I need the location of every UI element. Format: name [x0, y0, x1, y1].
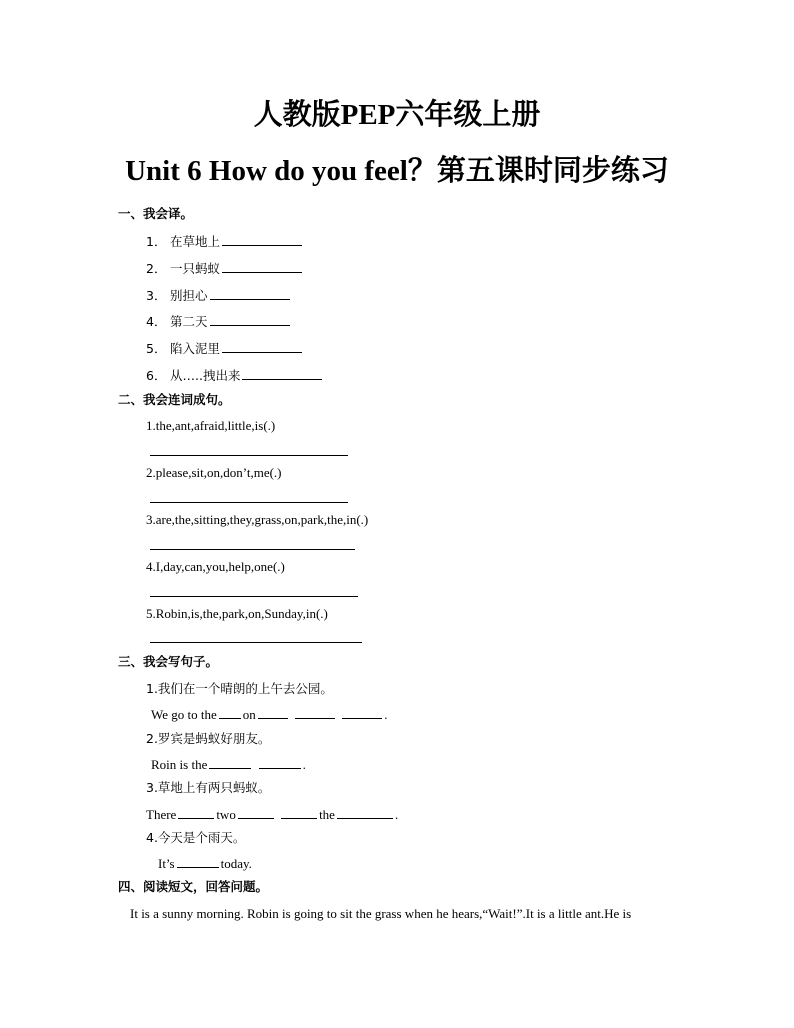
answer-blank[interactable]: [177, 855, 219, 868]
item-number: 1．: [146, 234, 167, 249]
answer-line-3[interactable]: [150, 549, 355, 550]
reading-passage: It is a sunny morning. Robin is going to sit the grass when he hears,“Wait!”.It is a little ant.He is: [130, 906, 632, 921]
section1-item-5: [146, 340, 304, 357]
item-text: 别担心: [170, 288, 208, 303]
item-text: 陷入泥里: [170, 341, 221, 356]
answer-blank[interactable]: [222, 260, 302, 273]
item-text: 从…..拽出来: [170, 368, 241, 383]
section3-question-3: 3.草地上有两只蚂蚁。: [146, 780, 271, 795]
section2-heading: 二、我会连词成句。: [118, 392, 231, 407]
item-number: 2．: [146, 261, 167, 276]
item-number: 5．: [146, 341, 167, 356]
answer-blank[interactable]: [259, 756, 301, 769]
section1-item-2: [146, 260, 304, 277]
section1-item-3: [146, 287, 292, 304]
answer-blank[interactable]: [209, 756, 251, 769]
section1-item-1: [146, 233, 304, 250]
section2-item-1: 1.the,ant,afraid,little,is(.): [146, 418, 276, 433]
item-text: 一只蚂蚁: [170, 261, 221, 276]
section3-question-1: 1.我们在一个晴朗的上午去公园。: [146, 681, 333, 696]
answer-text: today.: [220, 856, 252, 871]
answer-text: There: [146, 807, 177, 822]
answer-blank[interactable]: [337, 806, 393, 819]
answer-blank[interactable]: [222, 340, 302, 353]
answer-text: on: [242, 707, 256, 722]
answer-text: two: [216, 807, 236, 822]
item-number: 3．: [146, 288, 167, 303]
answer-text: Roin is the: [151, 757, 208, 772]
section2-item-3: 3.are,the,sitting,they,grass,on,park,the,in(.): [146, 512, 369, 527]
section2-item-5: 5.Robin,is,the,park,on,Sunday,in(.): [146, 606, 328, 621]
answer-text: It’s: [158, 856, 175, 871]
section3-question-2: 2.罗宾是蚂蚁好朋友。: [146, 731, 271, 746]
answer-blank[interactable]: [238, 806, 274, 819]
answer-text: the: [319, 807, 335, 822]
section3-answer-4: [158, 855, 252, 872]
answer-blank[interactable]: [222, 233, 302, 246]
page-subtitle: Unit 6 How do you feel？第五课时同步练习: [125, 155, 669, 187]
answer-blank[interactable]: [219, 706, 241, 719]
answer-blank[interactable]: [178, 806, 214, 819]
section4-heading: 四、阅读短文，回答问题。: [118, 879, 269, 894]
answer-text: We go to the: [151, 707, 217, 722]
section3-question-4: 4.今天是个雨天。: [146, 830, 246, 845]
section2-item-2: 2.please,sit,on,don’t,me(.): [146, 465, 282, 480]
answer-line-5[interactable]: [150, 642, 362, 643]
item-number: 6．: [146, 368, 167, 383]
section1-heading: 一、我会译。: [118, 206, 194, 221]
section1-item-6: [146, 367, 324, 384]
answer-blank[interactable]: [210, 313, 290, 326]
item-text: 在草地上: [170, 234, 221, 249]
answer-line-2[interactable]: [150, 502, 348, 503]
section3-answer-3: There two the .: [146, 807, 399, 822]
section2-item-4: 4.I,day,can,you,help,one(.): [146, 559, 285, 574]
answer-line-4[interactable]: [150, 596, 358, 597]
answer-line-1[interactable]: [150, 455, 348, 456]
answer-blank[interactable]: [242, 367, 322, 380]
item-number: 4．: [146, 314, 167, 329]
answer-blank[interactable]: [258, 706, 288, 719]
answer-blank[interactable]: [210, 287, 290, 300]
item-text: 第二天: [170, 314, 208, 329]
answer-blank[interactable]: [342, 706, 382, 719]
page-title: 人教版PEP六年级上册: [253, 99, 541, 131]
section3-answer-2: Roin is the .: [151, 757, 306, 772]
section1-item-4: [146, 313, 292, 330]
answer-blank[interactable]: [295, 706, 335, 719]
answer-blank[interactable]: [281, 806, 317, 819]
section3-answer-1: We go to the on .: [151, 707, 388, 722]
section3-heading: 三、我会写句子。: [118, 654, 219, 669]
